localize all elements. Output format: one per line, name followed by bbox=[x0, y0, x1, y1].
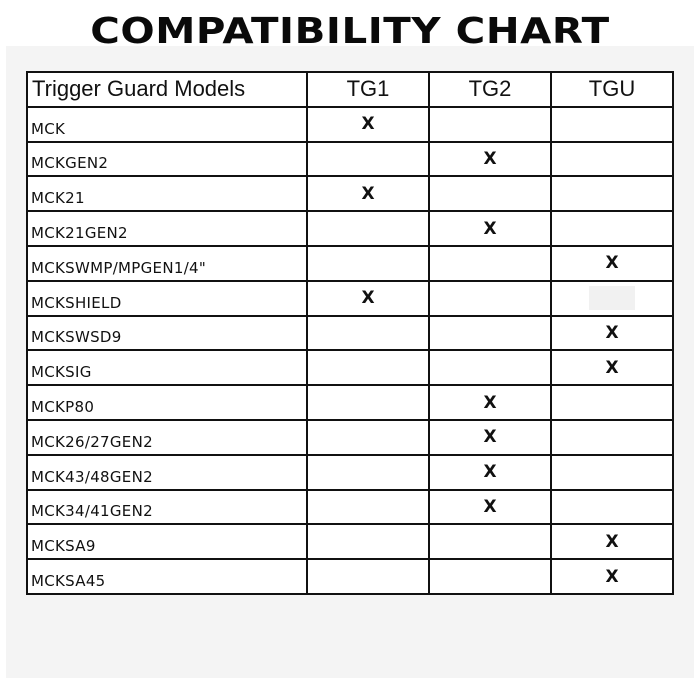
tgu-cell bbox=[551, 420, 673, 455]
model-cell: MCK21GEN2 bbox=[27, 211, 307, 246]
table-row bbox=[27, 559, 673, 594]
tg1-cell bbox=[307, 142, 429, 177]
tgu-cell: X bbox=[551, 524, 673, 559]
tg1-cell: X bbox=[307, 281, 429, 316]
blank-patch bbox=[589, 286, 635, 310]
tg2-cell bbox=[429, 246, 551, 281]
table-row bbox=[27, 246, 673, 281]
tgu-cell: X bbox=[551, 559, 673, 594]
table-row bbox=[27, 211, 673, 246]
model-cell: MCKSWMP/MPGEN1/4" bbox=[27, 246, 307, 281]
table-row bbox=[27, 455, 673, 490]
tg2-cell: X bbox=[429, 385, 551, 420]
tg2-cell bbox=[429, 281, 551, 316]
table-row bbox=[27, 176, 673, 211]
tg2-cell: X bbox=[429, 142, 551, 177]
tg1-cell bbox=[307, 490, 429, 525]
column-header-tg1: TG1 bbox=[307, 72, 429, 107]
tgu-cell: X bbox=[551, 350, 673, 385]
tgu-cell bbox=[551, 281, 673, 316]
table-row bbox=[27, 385, 673, 420]
tg2-cell bbox=[429, 316, 551, 351]
tg1-cell bbox=[307, 246, 429, 281]
tg1-cell bbox=[307, 316, 429, 351]
model-cell: MCKSIG bbox=[27, 350, 307, 385]
table-row bbox=[27, 316, 673, 351]
tg2-cell: X bbox=[429, 490, 551, 525]
tgu-cell: X bbox=[551, 246, 673, 281]
model-cell: MCKSHIELD bbox=[27, 281, 307, 316]
table-row bbox=[27, 107, 673, 142]
model-cell: MCK26/27GEN2 bbox=[27, 420, 307, 455]
model-cell: MCKSA45 bbox=[27, 559, 307, 594]
model-cell: MCKSA9 bbox=[27, 524, 307, 559]
tg1-cell bbox=[307, 350, 429, 385]
tg2-cell bbox=[429, 350, 551, 385]
column-header-tgu: TGU bbox=[551, 72, 673, 107]
tg2-cell bbox=[429, 524, 551, 559]
tgu-cell: X bbox=[551, 316, 673, 351]
table-row bbox=[27, 524, 673, 559]
model-cell: MCK bbox=[27, 107, 307, 142]
model-cell: MCK43/48GEN2 bbox=[27, 455, 307, 490]
tg1-cell bbox=[307, 455, 429, 490]
tgu-cell bbox=[551, 142, 673, 177]
tgu-cell bbox=[551, 107, 673, 142]
tg2-cell bbox=[429, 176, 551, 211]
tgu-cell bbox=[551, 211, 673, 246]
tg1-cell: X bbox=[307, 176, 429, 211]
column-header-tg2: TG2 bbox=[429, 72, 551, 107]
model-cell: MCK21 bbox=[27, 176, 307, 211]
model-cell: MCK34/41GEN2 bbox=[27, 490, 307, 525]
tg1-cell bbox=[307, 559, 429, 594]
column-header-models: Trigger Guard Models bbox=[27, 72, 307, 107]
table-row bbox=[27, 350, 673, 385]
table-row bbox=[27, 142, 673, 177]
model-cell: MCKGEN2 bbox=[27, 142, 307, 177]
tgu-cell bbox=[551, 490, 673, 525]
table-row bbox=[27, 281, 673, 316]
table-row bbox=[27, 490, 673, 525]
tg1-cell bbox=[307, 211, 429, 246]
tg2-cell: X bbox=[429, 420, 551, 455]
model-cell: MCKP80 bbox=[27, 385, 307, 420]
table-header-row bbox=[27, 72, 673, 107]
tg1-cell: X bbox=[307, 107, 429, 142]
tgu-cell bbox=[551, 455, 673, 490]
tgu-cell bbox=[551, 385, 673, 420]
tg2-cell: X bbox=[429, 455, 551, 490]
table-row bbox=[27, 420, 673, 455]
model-cell: MCKSWSD9 bbox=[27, 316, 307, 351]
tg1-cell bbox=[307, 385, 429, 420]
tg2-cell bbox=[429, 107, 551, 142]
tgu-cell bbox=[551, 176, 673, 211]
tg2-cell bbox=[429, 559, 551, 594]
tg2-cell: X bbox=[429, 211, 551, 246]
tg1-cell bbox=[307, 524, 429, 559]
page-title: COMPATIBILITY CHART bbox=[90, 11, 610, 52]
tg1-cell bbox=[307, 420, 429, 455]
compatibility-table bbox=[26, 71, 674, 595]
